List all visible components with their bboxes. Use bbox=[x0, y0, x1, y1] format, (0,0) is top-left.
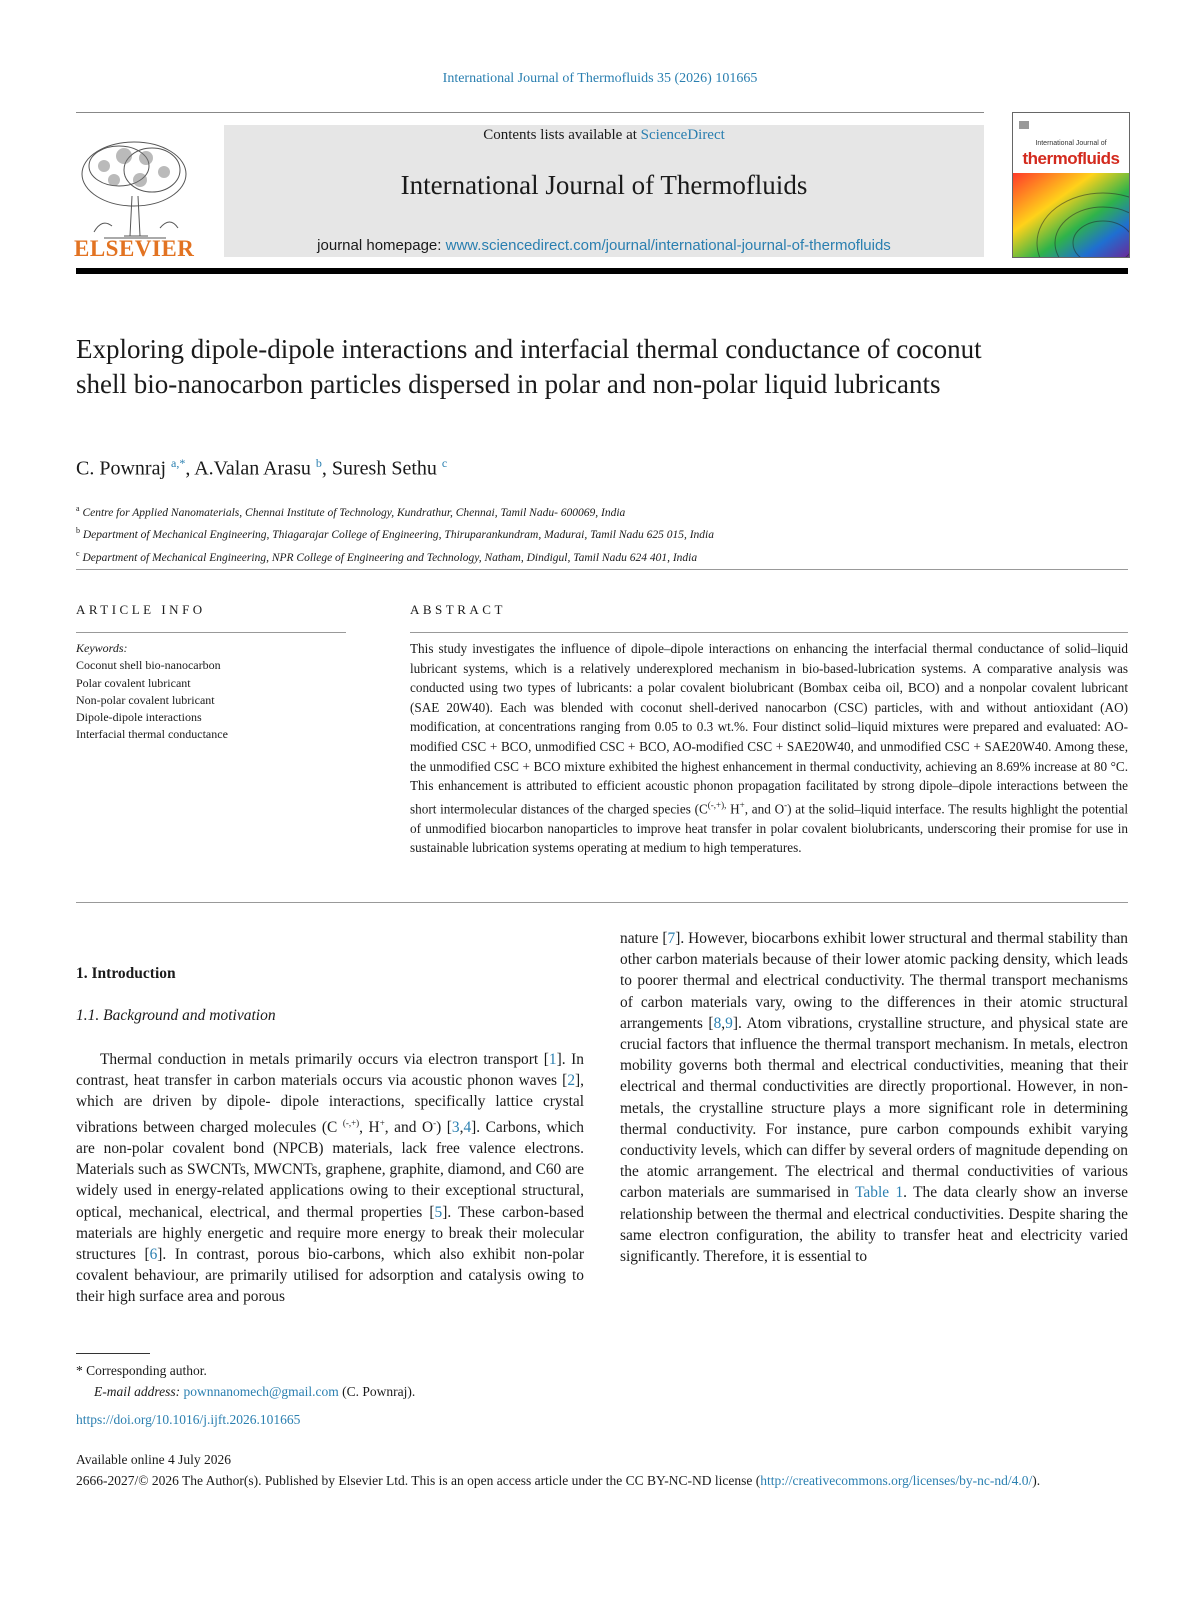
contents-line bbox=[224, 127, 984, 144]
keyword-item: Polar covalent lubricant bbox=[76, 675, 191, 690]
citation-link[interactable]: 3 bbox=[451, 1118, 460, 1136]
affiliations bbox=[76, 500, 1126, 567]
author-sup[interactable]: b bbox=[315, 456, 322, 470]
affiliation-item: $^a$ Centre for Applied Nanomaterials, Chennai Institute of Technology, Kundrathur, Chennai, Tamil Nadu- 600069, India bbox=[76, 504, 626, 519]
citation-link[interactable]: 8 bbox=[713, 1014, 722, 1032]
subsection-heading: 1.1. Background and motivation bbox=[76, 1007, 276, 1024]
available-online: Available online 4 July 2026 bbox=[76, 1452, 231, 1467]
article-title: Exploring dipole-dipole interactions and interfacial thermal conductance of coconut shell bio-nanocarbon particles dispersed in polar and non-polar liquid lubricants bbox=[76, 334, 982, 399]
cover-art bbox=[1013, 113, 1129, 257]
citation-link[interactable]: 2 bbox=[567, 1072, 576, 1090]
divider bbox=[410, 632, 1128, 633]
section-heading: 1. Introduction bbox=[76, 965, 176, 982]
homepage-link[interactable]: www.sciencedirect.com/journal/international-journal-of-thermofluids bbox=[445, 237, 891, 254]
footnote-rule bbox=[76, 1353, 150, 1354]
citation-link[interactable]: 7 bbox=[667, 930, 676, 947]
header-divider bbox=[76, 112, 984, 113]
journal-cover-image[interactable] bbox=[1012, 112, 1130, 258]
divider bbox=[76, 902, 1128, 903]
journal-reference[interactable]: International Journal of Thermofluids 35 (2026) 101665 bbox=[442, 71, 758, 86]
doi-link[interactable]: https://doi.org/10.1016/j.ijft.2026.101665 bbox=[76, 1412, 301, 1427]
sciencedirect-link[interactable]: ScienceDirect bbox=[640, 127, 725, 143]
journal-title: International Journal of Thermofluids bbox=[400, 170, 808, 200]
citation-link[interactable]: 5 bbox=[434, 1203, 443, 1221]
cover-small-text: International Journal of bbox=[1035, 140, 1107, 147]
elsevier-wordmark: ELSEVIER bbox=[74, 236, 195, 261]
abstract-heading: ABSTRACT bbox=[410, 602, 506, 617]
keyword-item: Dipole-dipole interactions bbox=[76, 710, 202, 725]
citation-link[interactable]: 4 bbox=[463, 1118, 472, 1136]
license-text: 2666-2027/© 2026 The Author(s). Published by Elsevier Ltd. This is an open access article under the CC BY-NC-ND license (http://creativecommons.org/licenses/by-nc-nd/4.0/). bbox=[76, 1473, 1041, 1488]
author-sup[interactable]: c bbox=[441, 456, 448, 470]
contents-prefix: Contents lists available at bbox=[483, 127, 637, 143]
divider bbox=[76, 632, 346, 633]
keywords-label: Keywords: bbox=[76, 641, 128, 655]
email-link[interactable]: pownnanomech@gmail.com bbox=[183, 1383, 339, 1399]
keyword-item: Non-polar covalent lubricant bbox=[76, 692, 215, 707]
license-link[interactable]: http://creativecommons.org/licenses/by-nc-nd/4.0/ bbox=[760, 1473, 1033, 1488]
abstract-text: This study investigates the influence of dipole–dipole interactions on enhancing the interfacial thermal conductance of solid–liquid lubricant systems, which is a relatively underexplored mechanism in bio-based-lubrication systems. A comparative analysis was conducted using two types of lubricants: a polar covalent biolubricant (Bombax ceiba oil, BCO) and a nonpolar covalent lubricant (SAE 20W40). Each was blended with coconut shell-derived nanocarbon (CSC) particles, with and without antioxidant (AO) modification, at concentrations ranging from 0.05 to 0.3 wt.%. Four distinct solid–liquid mixtures were prepared and evaluated: AO-modified CSC + BCO, unmodified CSC + BCO, AO-modified CSC + SAE20W40, and unmodified CSC + SAE20W40. Among these, the unmodified CSC + BCO mixture exhibited the highest enhancement in thermal conductivity, achieving an 8.69% increase at 80 °C. This enhancement is attributed to efficient acoustic phonon propagation facilitated by strong dipole–dipole interactions between the short intermolecular distances of the charged species (C(-,+), H+, and O-) at the solid–liquid interface. The results highlight the potential of unmodified biocarbon nanoparticles to improve heat transfer in polar covalent biolubricants, underscoring their promise for use in sustainable lubrication systems operating at medium to high temperatures. bbox=[410, 641, 1129, 856]
author-name[interactable]: A.Valan Arasu bbox=[194, 457, 311, 480]
divider bbox=[76, 569, 1128, 570]
citation-link[interactable]: 9 bbox=[725, 1014, 733, 1032]
body-column-left: Thermal conduction in metals primarily occurs via electron transport [1]. In contrast, heat transfer in carbon materials occurs via acoustic phonon waves [2], which are driven by dipole- dipole interactions, specifically lattice crystal vibrations between charged molecules (C (-,+), H+, and O-) [3,4]. Carbons, which are non-polar covalent bond (NPCB) materials, lack free valence electrons. Materials such as SWCNTs, MWCNTs, graphene, graphite, diamond, and C60 are widely used in energy-related applications owing to their exceptional structural, optical, mechanical, electrical, and thermal properties [5]. These carbon-based materials are highly energetic and require more energy to break their molecular structures [6]. In contrast, porous bio-carbons, which also exhibit non-polar covalent behaviour, are primarily utilised for adsorption and catalysis owing to their high surface area and porous bbox=[76, 1051, 585, 1306]
keyword-item: Coconut shell bio-nanocarbon bbox=[76, 658, 221, 673]
affiliation-item: $^b$ Department of Mechanical Engineering, Thiagarajar College of Engineering, Thiruparankundram, Madurai, Tamil Nadu 625 015, India bbox=[76, 526, 714, 542]
keywords-block bbox=[76, 640, 346, 744]
author-name[interactable]: C. Pownraj bbox=[76, 457, 166, 480]
homepage-prefix: journal homepage: bbox=[317, 237, 442, 254]
author-list: C. Pownraj $^{a,*}$, A.Valan Arasu $^b$, Suresh Sethu $^c$ bbox=[76, 456, 448, 480]
citation-link[interactable]: 6 bbox=[149, 1245, 158, 1263]
journal-homepage-line bbox=[224, 237, 984, 254]
email-line: E-mail address: pownnanomech@gmail.com (C. Pownraj). bbox=[94, 1383, 416, 1399]
table-link[interactable]: Table 1 bbox=[855, 1184, 904, 1202]
keyword-item: Interfacial thermal conductance bbox=[76, 727, 228, 742]
cover-title-text: thermofluids bbox=[1022, 149, 1120, 168]
citation-link[interactable]: 1 bbox=[548, 1051, 557, 1068]
author-name[interactable]: Suresh Sethu bbox=[331, 457, 437, 480]
article-info-heading: ARTICLE INFO bbox=[76, 602, 206, 617]
affiliation-item: $^c$ Department of Mechanical Engineering, NPR College of Engineering and Technology, Natham, Dindigul, Tamil Nadu 624 401, India bbox=[76, 548, 698, 564]
body-column-right: nature [7]. However, biocarbons exhibit lower structural and thermal stability than other carbon materials because of their lower atomic packing density, which leads to poorer thermal and electrical conductivity. The thermal transport mechanisms of carbon materials vary, owing to the differences in their atomic structural arrangements [8,9]. Atom vibrations, crystalline structure, and physical state are crucial factors that influence the thermal transport mechanism. In metals, electron mobility governs both thermal and electrical conductivities, meaning that their electrical and thermal conductivities are directly proportional. However, in non-metals, the crystalline structure plays a more significant role in determining thermal conductivity. For instance, pure carbon compounds exhibit varying conductivity levels, which can differ by several orders of magnitude depending on the atomic arrangement. The electrical and thermal conductivities of various carbon materials are summarised in Table 1. The data clearly show an inverse relationship between the thermal and electrical conductivities. Despite sharing the same electron configuration, the ability to transfer heat and electricity varied significantly. Therefore, it is essential to bbox=[620, 930, 1128, 1266]
header-thick-rule bbox=[76, 268, 1128, 274]
footnote bbox=[76, 1361, 415, 1402]
corresponding-author-note: * Corresponding author. bbox=[76, 1363, 207, 1378]
author-sup[interactable]: a,* bbox=[171, 456, 186, 470]
